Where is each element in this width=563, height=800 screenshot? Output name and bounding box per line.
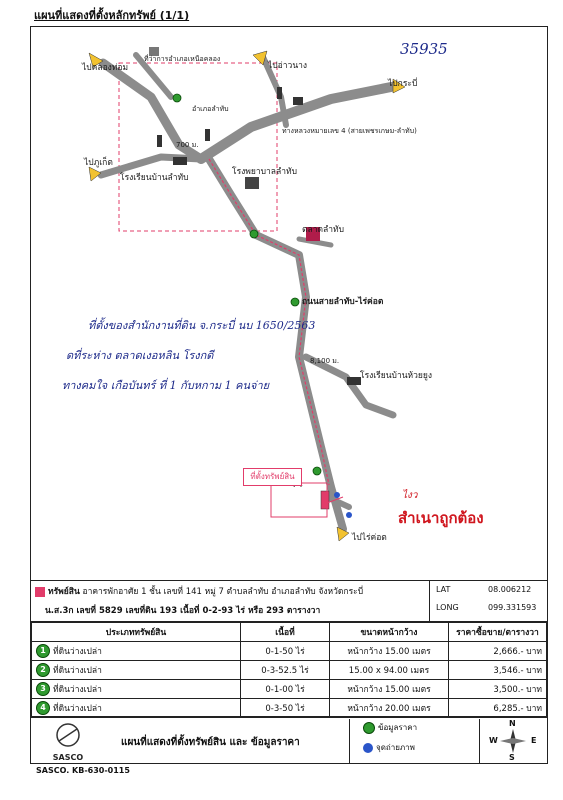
legend-price bbox=[363, 721, 417, 734]
price-marker-1 bbox=[173, 94, 181, 102]
map-canvas bbox=[31, 27, 547, 579]
row-area: 0-1-50 ไร่ bbox=[241, 642, 330, 661]
traffic-light-icon bbox=[157, 135, 162, 147]
photo-point-icon bbox=[334, 492, 340, 498]
label-to-south: ไปไร่ค่อต bbox=[352, 533, 387, 543]
compass-arrows bbox=[498, 727, 528, 755]
handwritten-note-1: ที่ตั้งของสำนักงานที่ดิน จ.กระบี่ นบ 1650/2563 bbox=[88, 319, 316, 332]
footer-block bbox=[31, 716, 547, 764]
price-marker-3 bbox=[291, 298, 299, 306]
school-icon bbox=[173, 157, 187, 165]
coords-box bbox=[429, 581, 548, 621]
compass-divider bbox=[479, 719, 480, 764]
header-price: ราคาซื้อขาย/ตารางวา bbox=[449, 623, 547, 642]
table-row bbox=[32, 680, 547, 699]
row-area: 0-3-52.5 ไร่ bbox=[241, 661, 330, 680]
row-type: ที่ดินว่างเปล่า bbox=[53, 646, 102, 657]
property-parcel bbox=[321, 491, 329, 509]
legend-photo bbox=[363, 741, 415, 754]
stamp-certified-copy: สำเนาถูกต้อง bbox=[398, 509, 484, 527]
price-marker-4 bbox=[313, 467, 321, 475]
label-to-krabi: ไปกระบี่ bbox=[388, 79, 418, 89]
legend-photo-label: จุดถ่ายภาพ bbox=[376, 743, 415, 752]
property-label-box: ที่ตั้งทรัพย์สิน bbox=[243, 468, 302, 486]
label-to-phuket: ไปภูเก็ต bbox=[84, 158, 113, 168]
photo-point-icon bbox=[346, 512, 352, 518]
handwritten-note-3: ทางคมใจ เกือบันทร์ ที่ 1 กับหกาม 1 คนจ่าย bbox=[62, 379, 270, 392]
table-row bbox=[32, 642, 547, 661]
row-frontage: หน้ากว้าง 15.00 เมตร bbox=[330, 642, 449, 661]
label-road-name: ถนนสายลำทับ-ไร่ค่อต bbox=[302, 297, 384, 307]
footer-caption: แผนที่แสดงที่ตั้งทรัพย์สิน และ ข้อมูลราคา bbox=[121, 737, 300, 748]
row-area: 0-1-00 ไร่ bbox=[241, 680, 330, 699]
label-distance-2: 8,100 ม. bbox=[310, 357, 340, 365]
label-district-office: อำเภอลำทับ bbox=[192, 105, 229, 113]
logo-mark-icon bbox=[37, 721, 99, 749]
label-school2: โรงเรียนบ้านห้วยยูง bbox=[360, 371, 433, 381]
compass-rose-icon bbox=[483, 719, 543, 763]
compass-n: N bbox=[509, 719, 516, 728]
label-to-ao-nang: ไปอ่าวนาง bbox=[268, 61, 308, 71]
label-school: โรงเรียนบ้านลำทับ bbox=[120, 173, 189, 183]
row-type: ที่ดินว่างเปล่า bbox=[53, 684, 102, 695]
label-to-khlong-thom: ไปคลองท่อม bbox=[82, 63, 129, 73]
handwritten-note-2: ดที่ระห่าง ตลาดเงอหลิน โรงกดี bbox=[66, 349, 214, 362]
property-color-swatch bbox=[35, 587, 45, 597]
row-number-badge: 1 bbox=[36, 644, 50, 658]
price-table bbox=[31, 622, 547, 718]
long-value: 099.331593 bbox=[488, 603, 537, 612]
compass-s: S bbox=[509, 753, 515, 762]
label-distance-1: 700 ม. bbox=[176, 141, 199, 149]
arrow-to-phuket bbox=[89, 167, 101, 181]
row-frontage: หน้ากว้าง 20.00 เมตร bbox=[330, 699, 449, 718]
document-code: SASCO. KB-630-0115 bbox=[36, 766, 130, 775]
stamp-initials: ไงว bbox=[402, 490, 418, 501]
table-header-row bbox=[32, 623, 547, 642]
price-marker-2 bbox=[250, 230, 258, 238]
row-frontage: 15.00 x 94.00 เมตร bbox=[330, 661, 449, 680]
row-area: 0-3-50 ไร่ bbox=[241, 699, 330, 718]
header-area: เนื้อที่ bbox=[241, 623, 330, 642]
property-title-label: ทรัพย์สิน bbox=[48, 587, 80, 597]
handwritten-number: 35935 bbox=[400, 40, 448, 58]
table-row bbox=[32, 699, 547, 718]
property-info-block bbox=[31, 580, 547, 622]
row-number-badge: 2 bbox=[36, 663, 50, 677]
legend-divider bbox=[349, 719, 350, 764]
property-title-row bbox=[35, 584, 363, 598]
compass-w: W bbox=[489, 736, 498, 745]
row-number-badge: 3 bbox=[36, 682, 50, 696]
row-price: 6,285.- บาท bbox=[449, 699, 547, 718]
green-marker-icon bbox=[363, 722, 375, 734]
camera-point-icon bbox=[363, 743, 373, 753]
logo-text: SASCO bbox=[52, 753, 84, 762]
table-row bbox=[32, 661, 547, 680]
header-type: ประเภททรัพย์สิน bbox=[32, 623, 241, 642]
traffic-light-icon bbox=[205, 129, 210, 141]
label-property-landmark: ตลาดลำทับ bbox=[302, 225, 345, 235]
legend-price-label: ข้อมูลราคา bbox=[378, 723, 418, 732]
label-station: ทางหลวงหมายเลข 4 (สายเพชรเกษม-ลำทับ) bbox=[282, 127, 417, 135]
long-label: LONG bbox=[436, 603, 459, 612]
header-frontage: ขนาดหน้ากว้าง bbox=[330, 623, 449, 642]
property-title-text: อาคารพักอาศัย 1 ชั้น เลขที่ 141 หมู่ 7 ตำบลลำทับ อำเภอลำทับ จังหวัดกระบี่ bbox=[82, 587, 364, 597]
lat-value: 08.006212 bbox=[488, 585, 532, 594]
lat-label: LAT bbox=[436, 585, 451, 594]
row-price: 2,666.- บาท bbox=[449, 642, 547, 661]
row-type: ที่ดินว่างเปล่า bbox=[53, 703, 102, 714]
property-deed-text: น.ส.3ก เลขที่ 5829 เลขที่ดิน 193 เนื้อที่ 0-2-93 ไร่ หรือ 293 ตารางวา bbox=[45, 606, 321, 616]
row-price: 3,500.- บาท bbox=[449, 680, 547, 699]
label-hospital: โรงพยาบาลลำทับ bbox=[232, 167, 297, 177]
label-temple: ที่ว่าการอำเภอเหนือคลอง bbox=[144, 55, 221, 63]
row-number-badge: 4 bbox=[36, 701, 50, 715]
compass-e: E bbox=[531, 736, 537, 745]
row-type: ที่ดินว่างเปล่า bbox=[53, 665, 102, 676]
page-title: แผนที่แสดงที่ตั้งหลักทรัพย์ (1/1) bbox=[34, 9, 190, 22]
row-frontage: หน้ากว้าง 15.00 เมตร bbox=[330, 680, 449, 699]
traffic-light-icon bbox=[277, 87, 282, 99]
station-icon bbox=[293, 97, 303, 105]
sasco-logo bbox=[37, 721, 99, 762]
hospital-icon bbox=[245, 177, 259, 189]
school2-icon bbox=[347, 377, 361, 385]
row-price: 3,546.- บาท bbox=[449, 661, 547, 680]
